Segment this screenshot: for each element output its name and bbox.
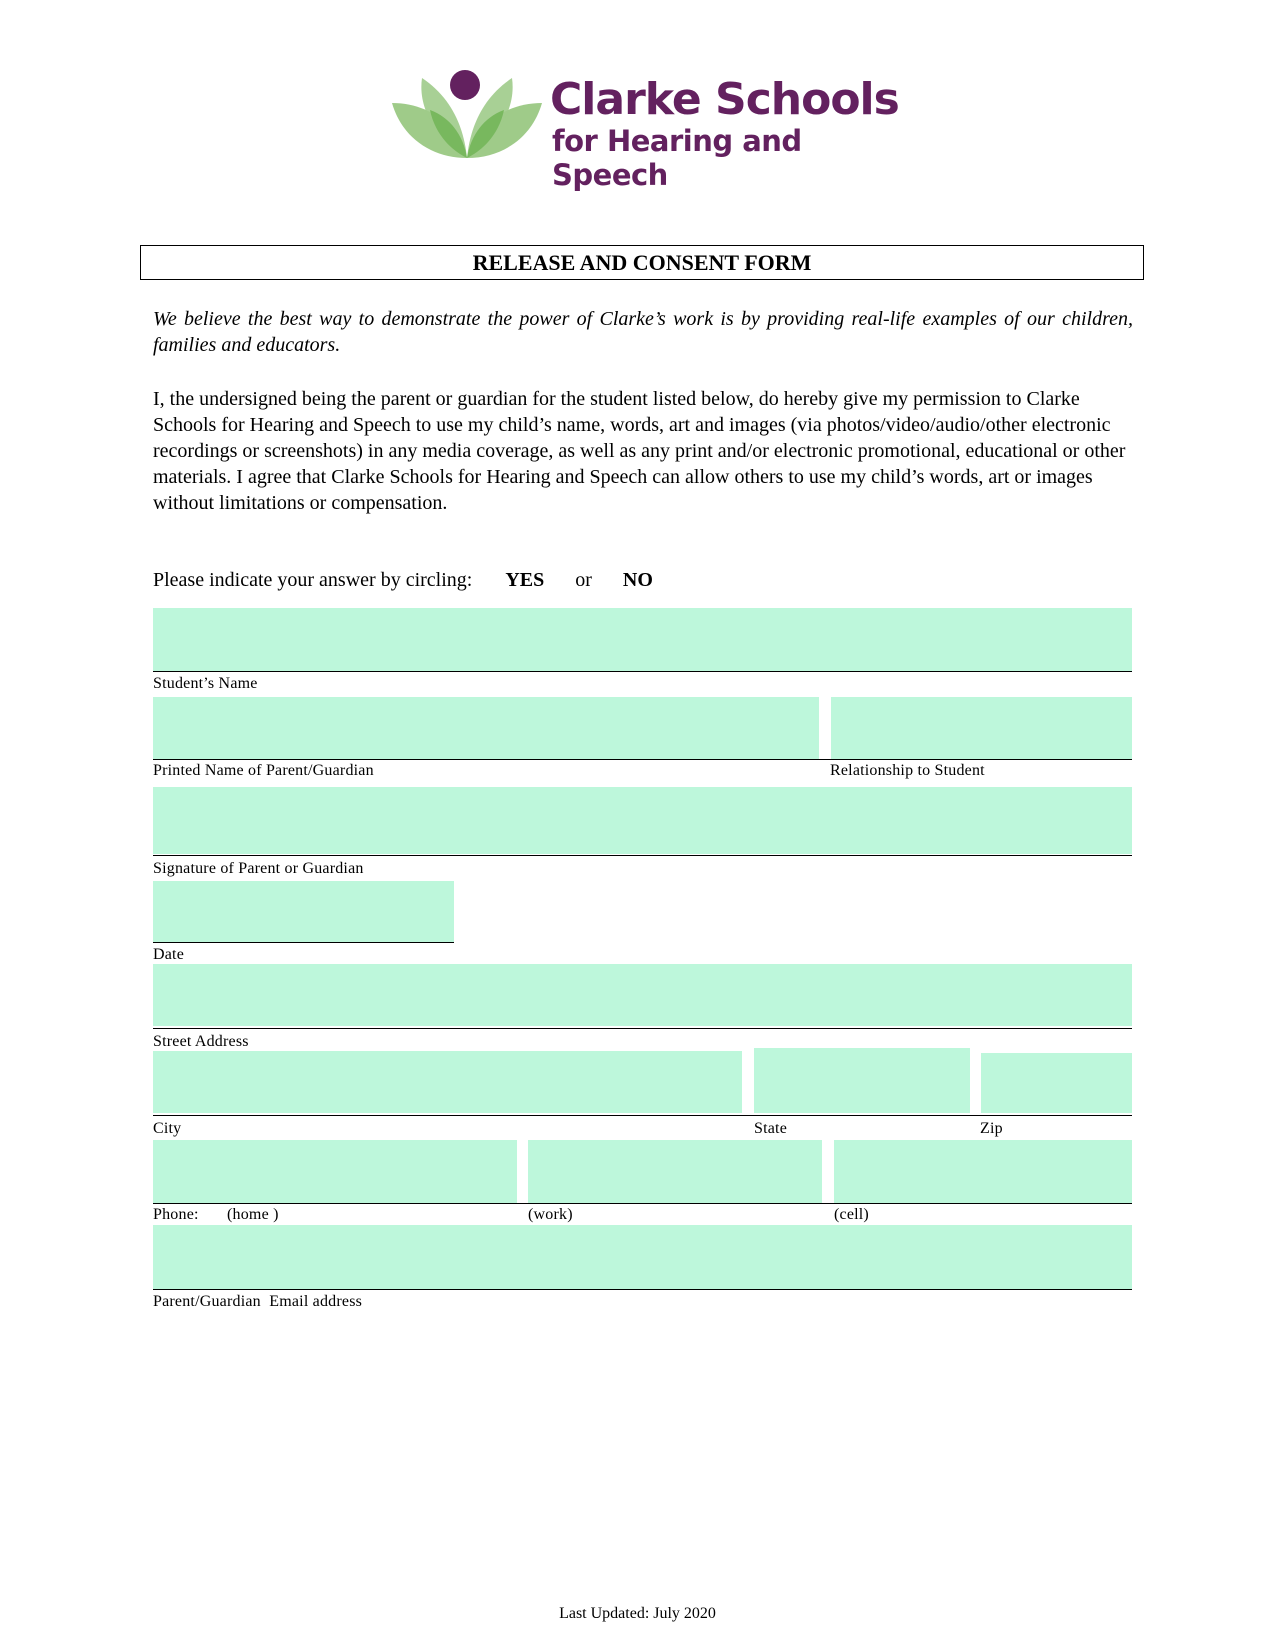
logo-tagline: for Hearing and Speech (552, 124, 802, 192)
relationship-label: Relationship to Student (830, 762, 985, 779)
divider (153, 855, 1132, 856)
email-label: Parent/Guardian Email address (153, 1293, 363, 1310)
consent-text: I, the undersigned being the parent or guardian for the student listed below, do hereby give my permission to Clarke Schools for Hearing and Speech to use my child’s name, words, art and images (via photos/video/audio/other electronic recordings or screenshots) in any media coverage, as well as any print and/or electronic promotional, educational or other materials. I agree that Clarke Schools for Hearing and Speech can allow others to use my child’s words, art or images without limitations or compensation. (153, 388, 1126, 514)
phone-home-input[interactable] (153, 1140, 517, 1203)
state-label: State (754, 1120, 787, 1137)
zip-label: Zip (980, 1120, 1003, 1137)
parent-name-input[interactable] (153, 697, 819, 759)
phone-label: Phone: (153, 1206, 199, 1223)
clarke-logo (392, 68, 912, 192)
last-updated: Last Updated: July 2020 (559, 1605, 716, 1622)
phone-work-input[interactable] (528, 1140, 822, 1203)
answer-prompt-text: Please indicate your answer by circling: (153, 569, 473, 591)
zip-input[interactable] (981, 1053, 1132, 1113)
student-name-input[interactable] (153, 608, 1132, 671)
divider (153, 1028, 1132, 1029)
city-label: City (153, 1120, 182, 1137)
divider (153, 1115, 1132, 1116)
answer-prompt (153, 569, 653, 592)
answer-or: or (575, 569, 592, 591)
phone-cell-input[interactable] (834, 1140, 1132, 1203)
divider (153, 1203, 1132, 1204)
answer-yes[interactable]: YES (505, 569, 545, 591)
date-label: Date (153, 946, 185, 963)
divider (153, 671, 1132, 672)
phone-cell-label: (cell) (834, 1206, 869, 1223)
parent-name-label: Printed Name of Parent/Guardian (153, 762, 374, 779)
answer-no[interactable]: NO (622, 569, 653, 591)
phone-home-label: (home ) (227, 1206, 279, 1223)
signature-input[interactable] (153, 787, 1132, 854)
city-input[interactable] (153, 1051, 742, 1113)
email-input[interactable] (153, 1225, 1132, 1289)
date-input[interactable] (153, 881, 454, 942)
intro-text: We believe the best way to demonstrate the power of Clarke’s work is by providing real-life examples of our children, families and educators. (153, 308, 1133, 356)
signature-label: Signature of Parent or Guardian (153, 860, 364, 877)
state-input[interactable] (754, 1048, 970, 1113)
street-address-input[interactable] (153, 964, 1132, 1026)
divider (153, 759, 1132, 760)
form-title: RELEASE AND CONSENT FORM (140, 245, 1144, 280)
lotus-logo-icon (392, 68, 542, 168)
phone-work-label: (work) (528, 1206, 573, 1223)
divider (153, 942, 454, 943)
divider (153, 1289, 1132, 1290)
logo-name: Clarke Schools (550, 74, 899, 125)
relationship-input[interactable] (831, 697, 1132, 759)
student-name-label: Student’s Name (153, 675, 258, 692)
street-address-label: Street Address (153, 1033, 249, 1050)
